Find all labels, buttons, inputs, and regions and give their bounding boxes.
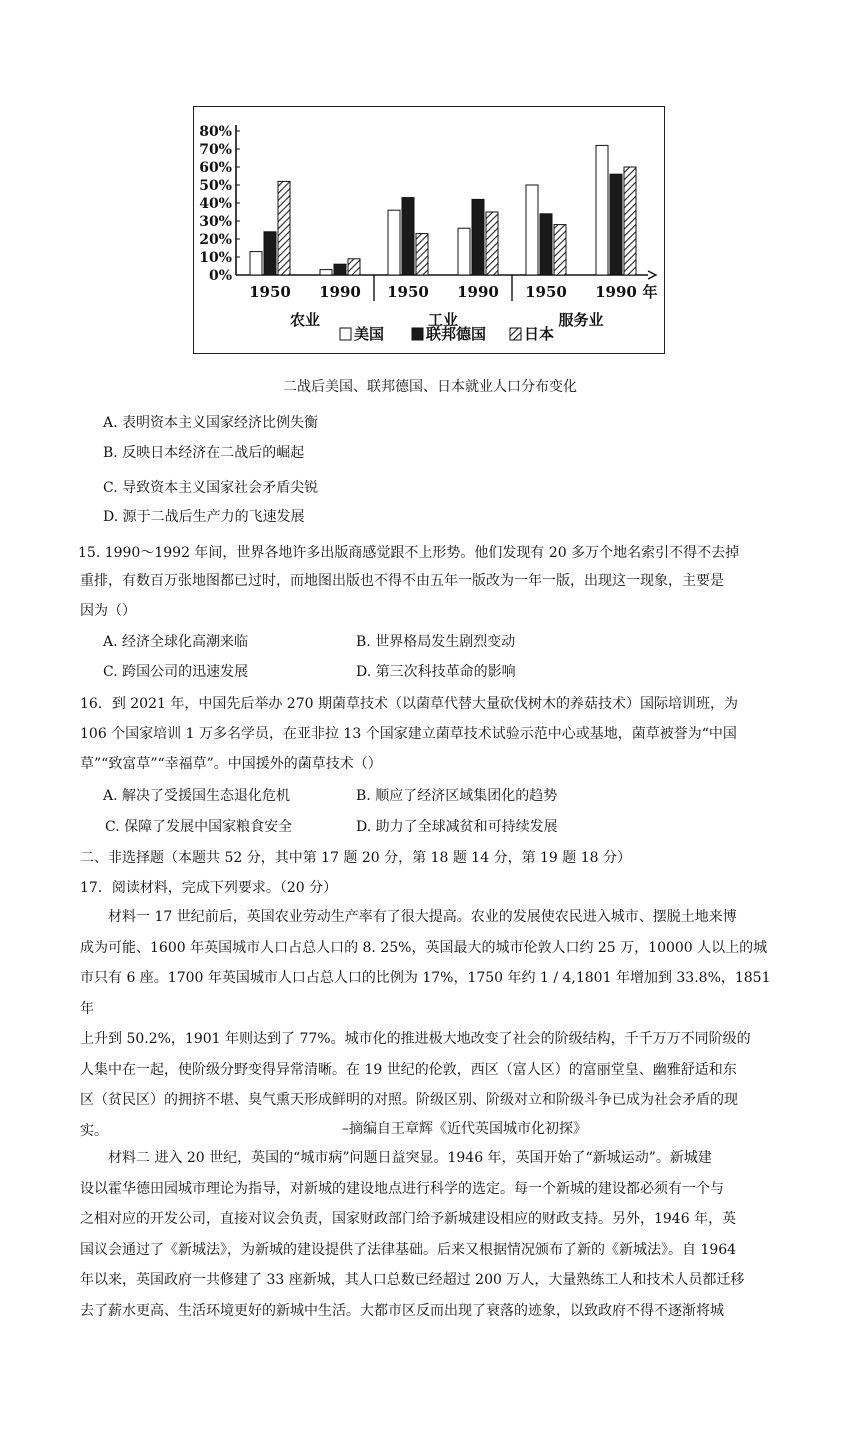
material-one bbox=[80, 902, 785, 1146]
q15-stem-line2: 重排，有数百万张地图都已过时，而地图出版也不得不由五年一版改为一年一版，出现这一现象，主要是 bbox=[80, 573, 724, 589]
y-tick-label: 50% bbox=[199, 178, 232, 194]
x-tick-label: 1990 bbox=[457, 283, 499, 301]
x-tick-label: 1950 bbox=[387, 283, 429, 301]
legend-label: 日本 bbox=[524, 325, 555, 343]
bar-black bbox=[402, 198, 414, 275]
bar-black bbox=[540, 214, 552, 275]
material-one-line: 上升到 50.2%，1901 年则达到了 77%。城市化的推进极大地改变了社会的阶级结构，千千万万不同阶级的 bbox=[80, 1031, 751, 1047]
q16-stem-line3: 草”“致富草”“幸福草”。中国援外的菌草技术（） bbox=[80, 756, 382, 772]
x-axis-title: 年 bbox=[642, 283, 658, 301]
y-tick-label: 70% bbox=[199, 142, 232, 158]
material-one-line: 区（贫民区）的拥挤不堪、臭气熏天形成鲜明的对照。阶级区别、阶级对立和阶级斗争已成为社会矛盾的现 bbox=[80, 1092, 738, 1108]
legend-swatch-hatch bbox=[510, 328, 521, 340]
bar-white bbox=[596, 145, 608, 275]
y-tick-label: 10% bbox=[199, 250, 232, 266]
legend-swatch-white bbox=[340, 328, 351, 340]
bar-white bbox=[458, 228, 470, 275]
bar-hatch bbox=[416, 234, 428, 275]
material-one-line: 实。 bbox=[80, 1122, 108, 1139]
q15-stem-line1: 15. 1990～1992 年间，世界各地许多出版商感觉跟不上形势。他们发现有 20 多万个地名索引不得不去掉 bbox=[78, 545, 740, 561]
q16-option-a: A. 解决了受援国生态退化危机 bbox=[103, 788, 291, 804]
material-two-line: 之相对应的开发公司，直接对议会负责，国家财政部门给予新城建设相应的财政支持。另外，1946 年，英 bbox=[80, 1211, 737, 1227]
material-one-source: –摘编自王章辉《近代英国城市化初探》 bbox=[342, 1121, 587, 1137]
q17-title: 17．阅读材料，完成下列要求。（20 分） bbox=[80, 880, 338, 896]
bar-black bbox=[610, 174, 622, 275]
employment-bar-chart bbox=[194, 107, 664, 353]
q16-option-b: B. 顺应了经济区域集团化的趋势 bbox=[356, 788, 558, 804]
material-two-line: 年以来，英国政府一共修建了 33 座新城，其人口总数已经超过 200 万人，大量熟练工人和技术人员都迁移 bbox=[80, 1272, 745, 1288]
q14-option-d: D. 源于二战后生产力的飞速发展 bbox=[103, 509, 305, 525]
bar-black bbox=[472, 199, 484, 275]
bar-hatch bbox=[348, 259, 360, 275]
y-tick-label: 30% bbox=[199, 214, 232, 230]
material-two-line: 去了薪水更高、生活环境更好的新城中生活。大都市区反而出现了衰落的迹象，以致政府不得不逐渐将城 bbox=[80, 1302, 724, 1319]
group-label: 农业 bbox=[289, 311, 321, 329]
bar-white bbox=[250, 252, 262, 275]
y-tick-label: 40% bbox=[199, 196, 232, 212]
material-one-line: 市只有 6 座。1700 年英国城市人口占总人口的比例为 17%，1750 年约 1 / 4,1801 年增加到 33.8%，1851 年 bbox=[80, 970, 771, 1017]
chart-figure bbox=[193, 106, 665, 354]
bar-hatch bbox=[278, 181, 290, 275]
section-heading: 二、非选择题（本题共 52 分，其中第 17 题 20 分，第 18 题 14 分，第 19 题 18 分） bbox=[80, 850, 632, 866]
material-one-line: 材料一 17 世纪前后，英国农业劳动生产率有了很大提高。农业的发展使农民进入城市、摆脱土地来博 bbox=[108, 909, 737, 925]
legend-label: 联邦德国 bbox=[426, 325, 487, 343]
bar-white bbox=[320, 270, 332, 275]
q14-option-a: A. 表明资本主义国家经济比例失衡 bbox=[103, 415, 319, 431]
bar-hatch bbox=[486, 212, 498, 275]
q15-option-b: B. 世界格局发生剧烈变动 bbox=[356, 634, 516, 650]
chart-caption: 二战后美国、联邦德国、日本就业人口分布变化 bbox=[283, 379, 577, 395]
material-two bbox=[80, 1143, 785, 1326]
q16-option-c: C. 保障了发展中国家粮食安全 bbox=[105, 819, 293, 835]
q14-option-c: C. 导致资本主义国家社会矛盾尖锐 bbox=[103, 480, 319, 496]
q16-stem-line1: 16．到 2021 年，中国先后举办 270 期菌草技术（以菌草代替大量砍伐树木的养菇技术）国际培训班，为 bbox=[80, 696, 738, 712]
y-tick-label: 20% bbox=[199, 232, 232, 248]
x-tick-label: 1950 bbox=[249, 283, 291, 301]
x-axis-arrow bbox=[648, 271, 656, 279]
q15-option-d: D. 第三次科技革命的影响 bbox=[356, 664, 516, 680]
q15-option-a: A. 经济全球化高潮来临 bbox=[103, 634, 249, 650]
material-two-line: 设以霍华德田园城市理论为指导，对新城的建设地点进行科学的选定。每一个新城的建设都必须有一个与 bbox=[80, 1180, 724, 1197]
q16-stem-line2: 106 个国家培训 1 万多名学员，在亚非拉 13 个国家建立菌草技术试验示范中心或基地，菌草被誉为“中国 bbox=[80, 726, 737, 742]
y-tick-label: 80% bbox=[199, 124, 232, 140]
material-two-line: 国议会通过了《新城法》，为新城的建设提供了法律基础。后来又根据情况颁布了新的《新城法》。自 1964 bbox=[80, 1241, 737, 1258]
group-label: 服务业 bbox=[558, 311, 604, 329]
bar-hatch bbox=[554, 225, 566, 275]
group-label: 工业 bbox=[427, 311, 459, 329]
legend-swatch-black bbox=[412, 328, 423, 340]
material-one-line: 成为可能、1600 年英国城市人口占总人口的 8. 25%，英国最大的城市伦敦人口约 25 万，10000 人以上的城 bbox=[80, 939, 768, 956]
material-two-line: 材料二 进入 20 世纪，英国的“城市病”问题日益突显。1946 年，英国开始了“新城运动”。新城建 bbox=[108, 1150, 712, 1166]
bar-white bbox=[526, 185, 538, 275]
material-one-line: 人集中在一起，使阶级分野变得异常清晰。在 19 世纪的伦敦，西区（富人区）的富丽堂皇、幽雅舒适和东 bbox=[80, 1061, 737, 1078]
legend-label: 美国 bbox=[354, 325, 385, 343]
x-tick-label: 1950 bbox=[525, 283, 567, 301]
q15-stem-line3: 因为（） bbox=[80, 603, 136, 619]
y-tick-label: 0% bbox=[208, 268, 232, 284]
bar-hatch bbox=[624, 167, 636, 275]
bar-white bbox=[388, 210, 400, 275]
x-tick-label: 1990 bbox=[319, 283, 361, 301]
y-tick-label: 60% bbox=[199, 160, 232, 176]
q14-option-b: B. 反映日本经济在二战后的崛起 bbox=[103, 445, 305, 461]
x-tick-label: 1990 bbox=[595, 283, 637, 301]
q16-option-d: D. 助力了全球减贫和可持续发展 bbox=[356, 819, 558, 835]
bar-black bbox=[334, 264, 346, 275]
q15-option-c: C. 跨国公司的迅速发展 bbox=[103, 664, 249, 680]
bar-black bbox=[264, 232, 276, 275]
